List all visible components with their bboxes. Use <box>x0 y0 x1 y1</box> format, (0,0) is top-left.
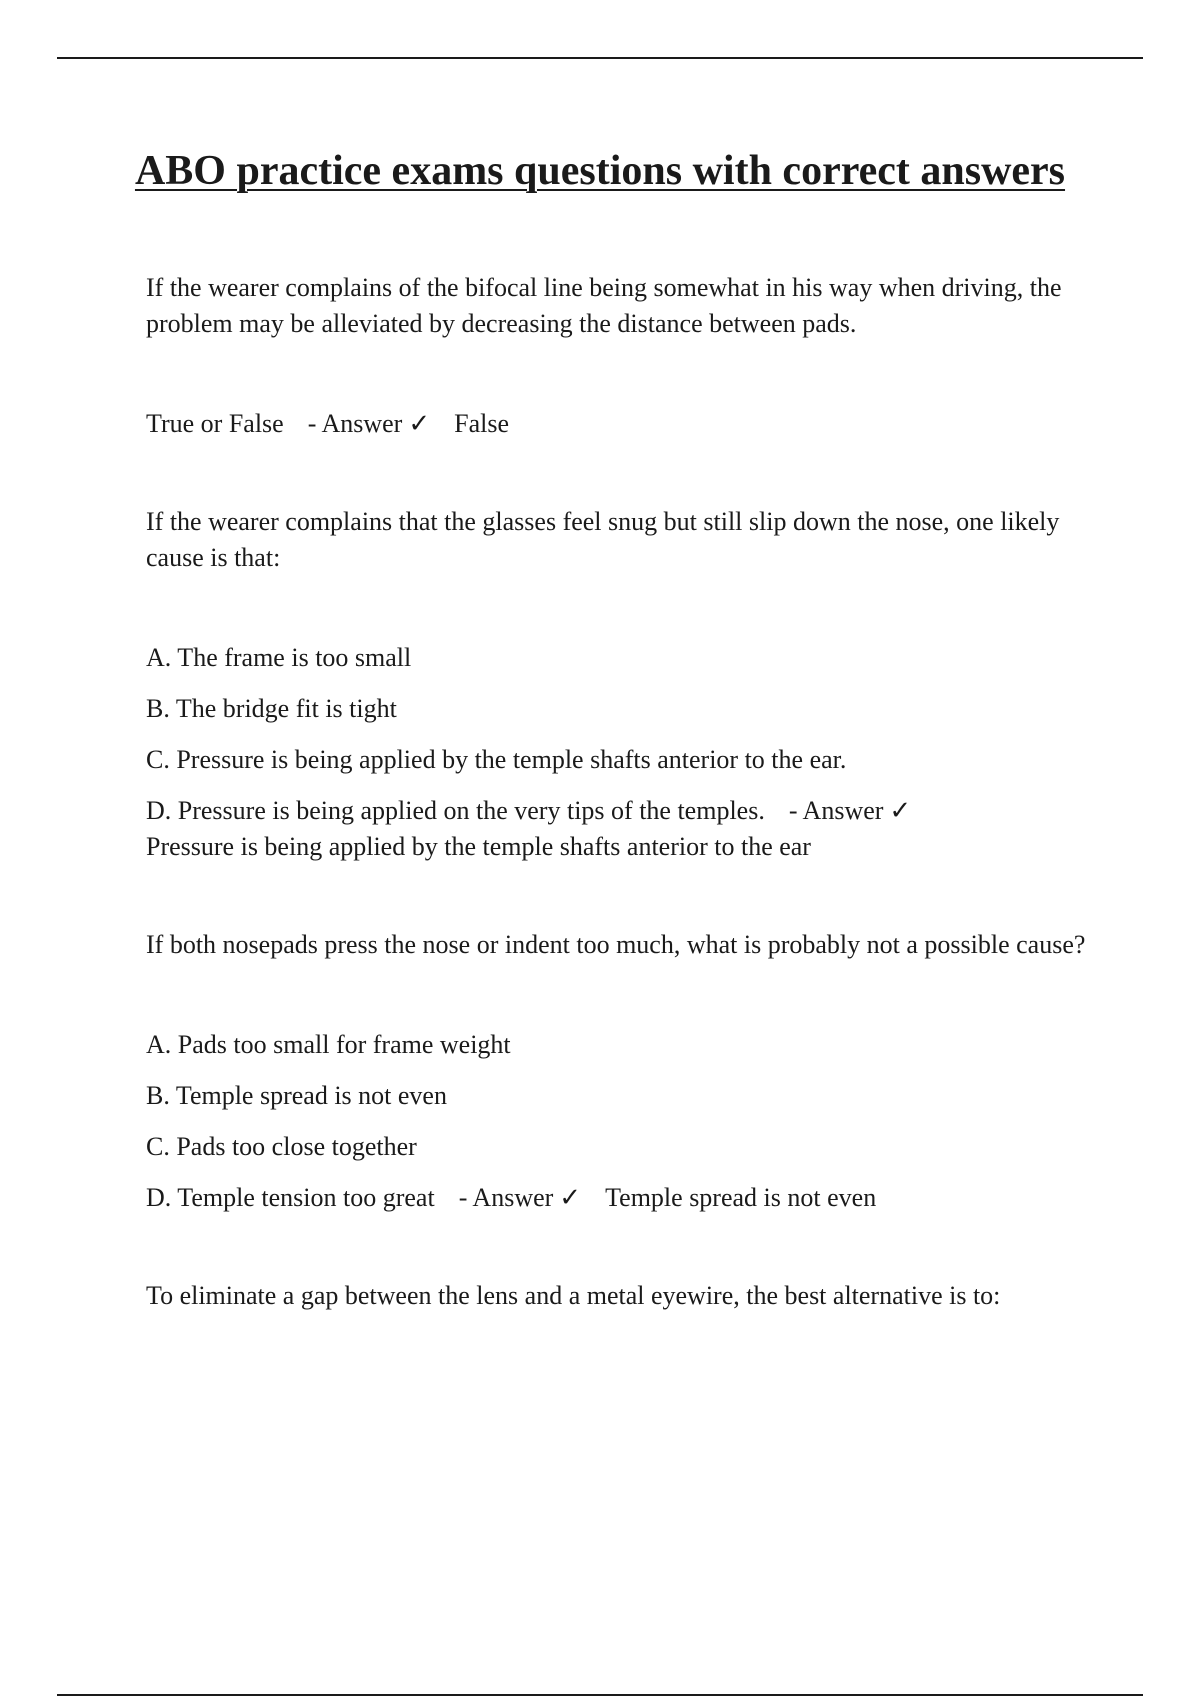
question-3-text: If both nosepads press the nose or indent too much, what is probably not a possible cause? <box>146 930 1086 959</box>
question-3-option-d-answer <box>146 1180 1106 1216</box>
question-2-option-d: D. Pressure is being applied on the very tips of the temples. <box>146 796 765 825</box>
question-4-text: To eliminate a gap between the lens and a metal eyewire, the best alternative is to: <box>146 1281 1001 1310</box>
question-3-option-d: D. Temple tension too great <box>146 1183 435 1212</box>
question-2-option-b: B. The bridge fit is tight <box>146 694 397 723</box>
question-1-prompt: True or False <box>146 409 284 438</box>
question-1 <box>146 270 1106 442</box>
question-2-option-a: A. The frame is too small <box>146 643 412 672</box>
question-4 <box>146 1278 1106 1314</box>
check-icon: ✓ <box>889 796 912 825</box>
question-2-answer-label: - Answer <box>788 796 884 825</box>
question-1-answer-label: - Answer <box>307 409 403 438</box>
question-2-answer: Pressure is being applied by the temple shafts anterior to the ear <box>146 832 811 861</box>
document-title: ABO practice exams questions with correct answers <box>134 148 1066 194</box>
question-3 <box>146 927 1106 1216</box>
question-1-text: If the wearer complains of the bifocal line being somewhat in his way when driving, the problem may be alleviated by decreasing the distance between pads. <box>146 273 1062 338</box>
bottom-rule <box>57 1694 1143 1696</box>
check-icon: ✓ <box>408 409 431 438</box>
question-3-option-b: B. Temple spread is not even <box>146 1081 447 1110</box>
check-icon: ✓ <box>559 1183 582 1212</box>
question-3-answer-label: - Answer <box>458 1183 554 1212</box>
question-1-answer-line <box>146 406 1106 442</box>
question-3-answer: Temple spread is not even <box>605 1183 877 1212</box>
question-2-option-d-answer <box>146 793 1106 865</box>
question-1-answer: False <box>454 409 509 438</box>
question-2-option-c: C. Pressure is being applied by the temple shafts anterior to the ear. <box>146 745 847 774</box>
question-2 <box>146 504 1106 865</box>
top-rule <box>57 57 1143 59</box>
question-3-option-c: C. Pads too close together <box>146 1132 417 1161</box>
question-3-option-a: A. Pads too small for frame weight <box>146 1030 511 1059</box>
question-2-text: If the wearer complains that the glasses feel snug but still slip down the nose, one likely cause is that: <box>146 507 1060 572</box>
document-body <box>146 270 1106 1314</box>
